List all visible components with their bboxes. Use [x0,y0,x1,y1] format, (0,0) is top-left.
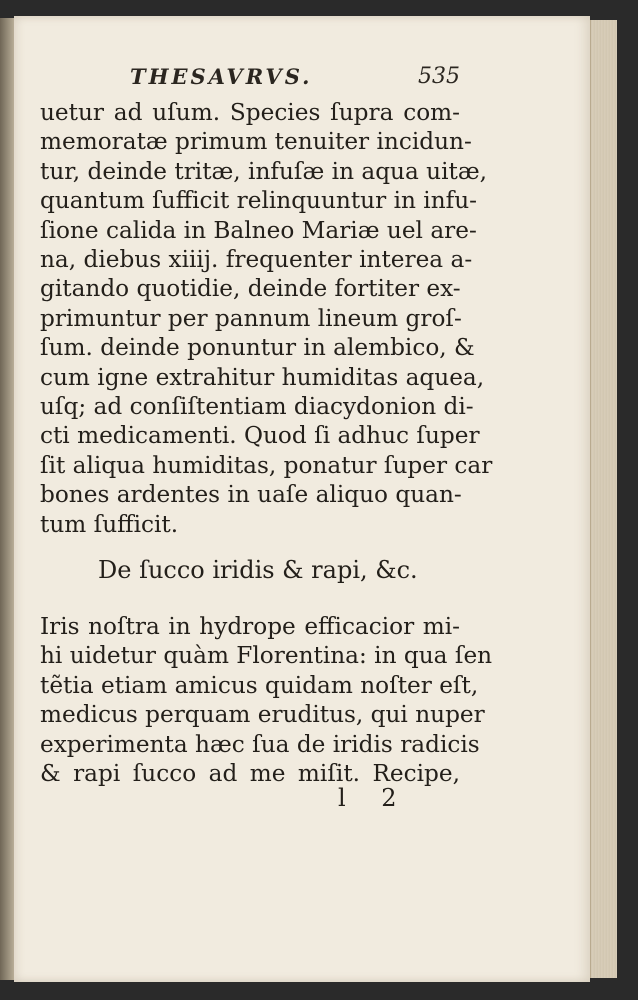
section-heading: De ſucco iridis & rapi, &c. [98,556,418,584]
text-line: ſione calida in Balneo Mariæ uel are- [40,216,477,244]
text-line: experimenta hæc ſua de iridis radicis [40,730,480,758]
running-title: THESAVRVS. [130,64,313,89]
text-line: gitando quotidie, deinde fortiter ex- [40,275,461,303]
text-line: & rapi ſucco ad me miſit. Recipe, [40,760,460,788]
text-line: tẽtia etiam amicus quidam noſter eſt, [40,671,479,699]
text-line: primuntur per pannum lineum groſ- [40,304,462,332]
text-line: quantum ſufficit relinquuntur in infu- [40,187,477,215]
book-gutter-edge [0,18,14,980]
text-line: memoratæ primum tenuiter incidun- [40,128,472,156]
text-line: hi uidetur quàm Florentina: in qua ſen [40,642,493,670]
text-line: bones ardentes in uaſe aliquo quan- [40,481,462,509]
text-line: cum igne extrahitur humiditas aquea, [40,363,485,391]
text-line: Iris noſtra in hydrope efficacior mi- [40,613,460,640]
text-line: cti medicamenti. Quod ſi adhuc ſuper [40,422,480,450]
text-line: ſum. deinde ponuntur in alembico, & [40,334,475,362]
page-number: 535 [418,64,460,89]
text-line: medicus perquam eruditus, qui nuper [40,701,485,729]
paragraph-2 [40,612,493,788]
page-stack-edges [590,20,617,978]
signature-mark: l 2 [338,784,411,812]
text-line: tur, deinde tritæ, infuſæ in aqua uitæ, [40,157,488,185]
text-line: uetur ad uſum. Species ſupra com- [40,99,460,126]
text-line: na, diebus xiiij. frequenter interea a- [40,246,473,274]
page-header [130,64,460,94]
paragraph-1 [40,98,493,539]
text-line: uſq; ad conſiſtentiam diacydonion di- [40,393,474,421]
text-line: ſit aliqua humiditas, ponatur ſuper car [40,451,493,479]
text-line: tum ſufficit. [40,510,179,538]
